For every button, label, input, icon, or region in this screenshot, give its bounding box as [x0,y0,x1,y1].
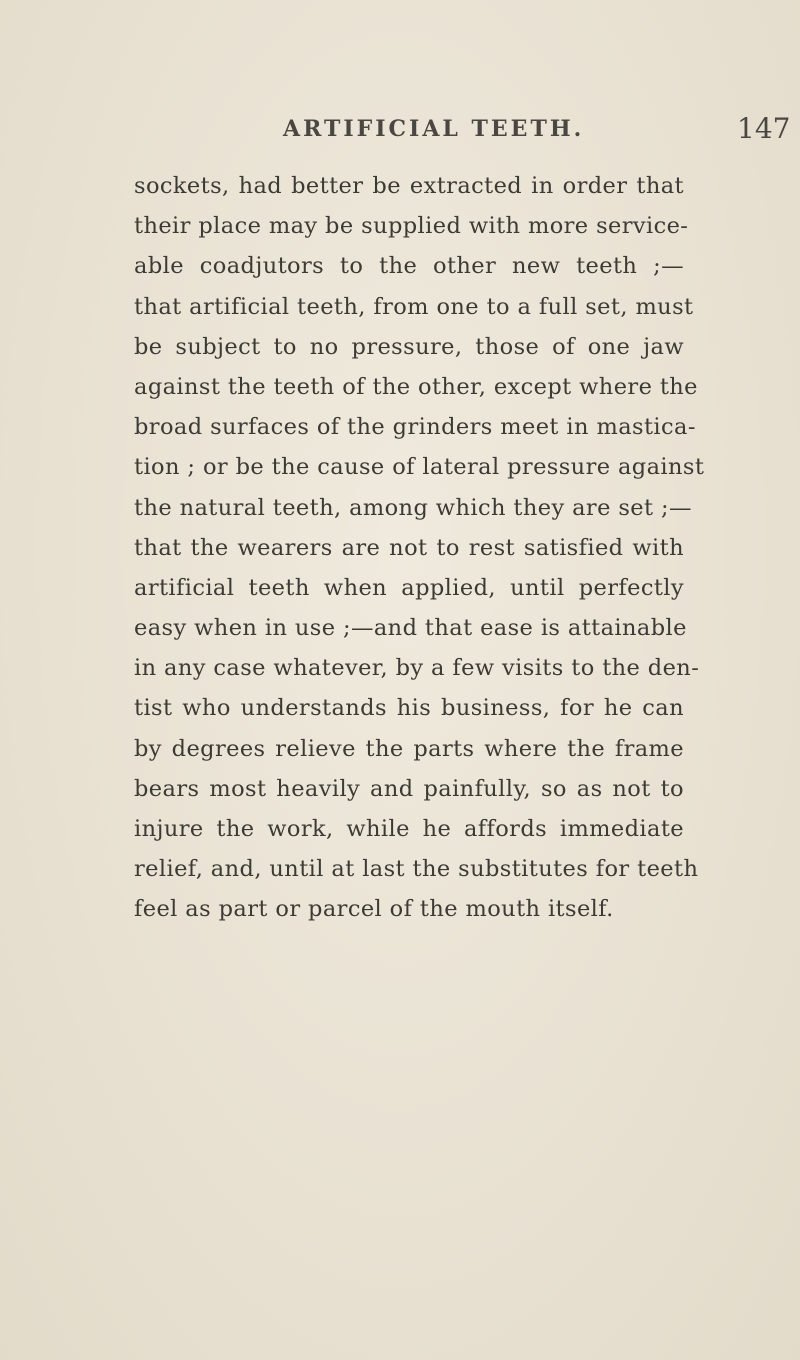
text-line: easy when in use ;—and that ease is attainable [134,615,687,642]
text-line: sockets, had better be extracted in order that [134,173,684,199]
text-line: tion ; or be the cause of lateral pressure against [134,454,705,481]
text-line: artificial teeth when applied, until perfectly [134,574,684,601]
text-line: that artificial teeth, from one to a full set, must [134,293,694,320]
text-line: tist who understands his business, for he can [134,695,684,722]
text-line: bears most heavily and painfully, so as not to [134,775,684,802]
text-line: against the teeth of the other, except where the [134,373,698,400]
body-text [134,166,705,930]
text-line: injure the work, while he affords immediate [134,816,684,842]
text-line: by degrees relieve the parts where the frame [134,735,684,762]
running-title: ARTIFICIAL TEETH. [283,116,585,142]
text-line: be subject to no pressure, those of one jaw [134,333,684,360]
page-number: 147 [737,112,791,145]
text-line: the natural teeth, among which they are set ;— [134,494,692,521]
running-head [0,112,800,152]
text-line-last: feel as part or parcel of the mouth itself. [134,896,614,923]
text-line: their place may be supplied with more service- [134,213,689,240]
text-line: relief, and, until at last the substitutes for teeth [134,856,699,883]
text-line: in any case whatever, by a few visits to the den- [134,655,700,682]
text-line: broad surfaces of the grinders meet in mastica- [134,414,696,441]
text-line: able coadjutors to the other new teeth ;— [134,253,684,280]
text-line: that the wearers are not to rest satisfied with [134,534,684,561]
